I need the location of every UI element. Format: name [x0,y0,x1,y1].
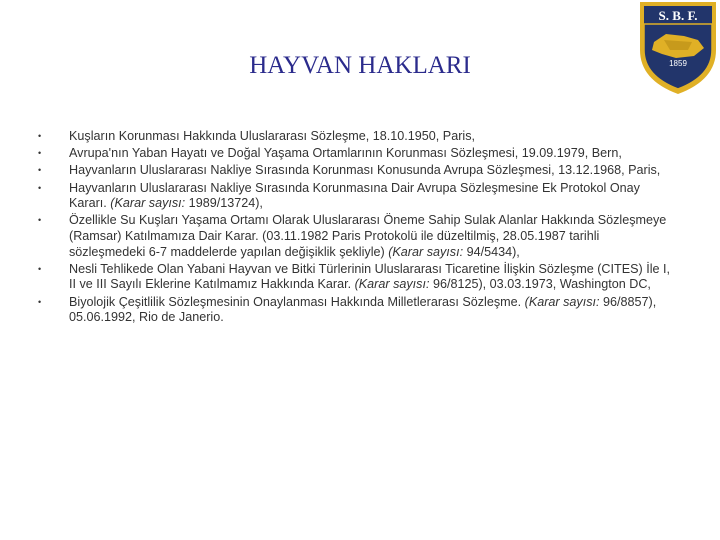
decision-number-label: (Karar sayısı: [524,294,600,309]
bullet-icon: • [38,263,42,274]
bullet-icon: • [38,165,42,176]
list-item [38,213,678,260]
list-item-text: Özellikle Su Kuşları Yaşama Ortamı Olarak Uluslararası Öneme Sahip Sulak Alanlar Hakkında Sözleşmeye (Ramsar) Katılmamıza Dair Karar. (03.11.1982 Paris Protokolü ile düzeltilmiş, 28.05.1987 tarihli sözleşmedeki 6-7 maddelerde yapılan değişiklik şekliyle) [69,213,667,259]
list-item-text: Biyolojik Çeşitlilik Sözleşmesinin Onaylanması Hakkında Milletlerarası Sözleşme. [69,294,525,309]
sbf-logo [636,0,720,96]
page-title: HAYVAN HAKLARI [249,52,471,79]
list-item [38,295,678,326]
list-item [38,181,678,212]
list-item-text: 96/8857), 05.06.1992, Rio de Janerio. [69,294,657,325]
logo-text: S. B. F. [658,8,698,23]
list-item-text: Hayvanların Uluslararası Nakliye Sırasında Korunmasına Dair Avrupa Sözleşmesine Ek Protokol Onay Kararı. [69,180,640,211]
bullet-icon: • [38,148,42,159]
list-item-text: Kuşların Korunması Hakkında Uluslararası Sözleşme, 18.10.1950, Paris, [69,129,475,143]
list-item-text: 1989/13724), [185,196,263,211]
bullet-icon: • [38,215,42,226]
decision-number-label: (Karar sayısı: [110,196,186,211]
list-item-text: Hayvanların Uluslararası Nakliye Sırasında Korunması Konusunda Avrupa Sözleşmesi, 13.12.1968, Paris, [69,163,661,178]
list-item [38,163,678,179]
logo-year: 1859 [669,59,687,68]
list-item-text: 96/8125), 03.03.1973, Washington DC, [429,277,651,292]
treaty-list [38,129,678,327]
list-item [38,129,678,145]
bullet-icon: • [38,131,42,141]
list-item [38,262,678,293]
list-item [38,146,678,162]
decision-number-label: (Karar sayısı: [354,277,430,292]
list-item-text: Avrupa'nın Yaban Hayatı ve Doğal Yaşama Ortamlarının Korunması Sözleşmesi, 19.09.1979, Bern, [69,146,622,161]
list-item-text: 94/5434), [463,244,520,259]
bullet-icon: • [38,296,42,307]
bullet-icon: • [38,182,42,193]
decision-number-label: (Karar sayısı: [388,244,464,259]
list-item-text: Nesli Tehlikede Olan Yabani Hayvan ve Bitki Türlerinin Uluslararası Ticaretine İlişkin Sözleşme (CITES) İle I, II ve III Sayılı Eklerine Katılmamız Hakkında Karar. [69,261,671,292]
